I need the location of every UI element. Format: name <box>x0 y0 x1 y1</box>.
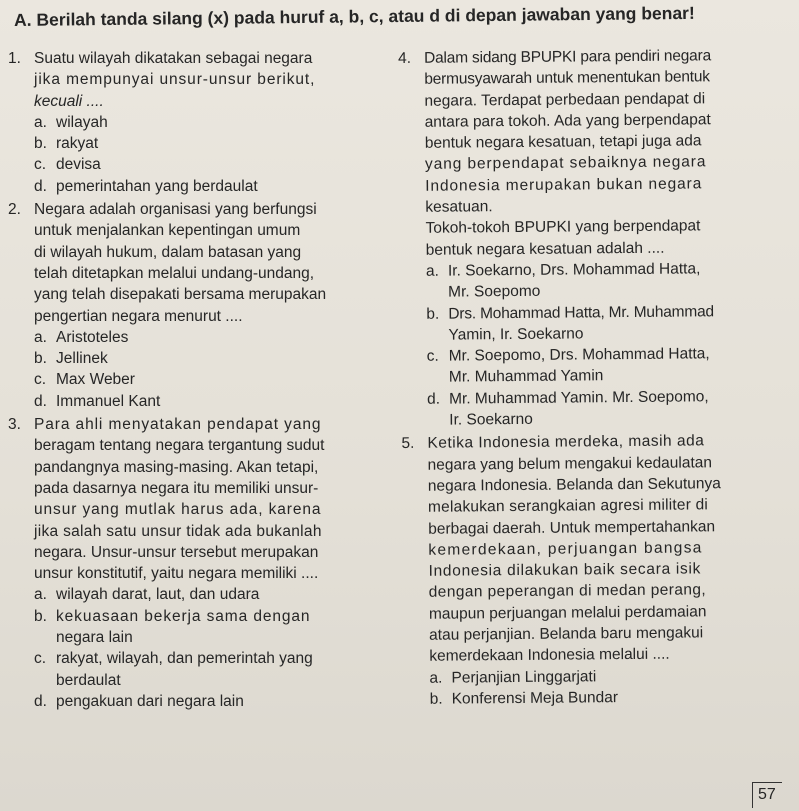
option-text: wilayah <box>56 113 108 131</box>
question-text-line: kecuali .... <box>34 92 104 110</box>
question-text-line: Indonesia dilakukan baik secara isik <box>428 560 702 580</box>
option-b[interactable] <box>34 606 383 649</box>
option-text: negara lain <box>56 629 133 647</box>
option-letter: b. <box>426 305 440 323</box>
option-letter: d. <box>34 392 47 410</box>
option-c[interactable] <box>34 369 383 390</box>
question-text-line: kemerdekaan, perjuangan bangsa <box>428 539 703 559</box>
question-text-line: melakukan serangkaian agresi militer di <box>427 496 709 516</box>
question-text-line: unsur konstitutif, yaitu negara memiliki .... <box>34 565 319 583</box>
question-text-line: jika salah satu unsur tidak ada bukanlah <box>34 522 322 540</box>
question-text-line: pada dasarnya negara itu memiliki unsur- <box>34 479 319 497</box>
question-text-line: Indonesia merupakan bukan negara <box>425 175 703 195</box>
option-letter: d. <box>34 177 47 195</box>
question-text-line: bentuk negara kesatuan, tetapi juga ada <box>424 132 702 152</box>
option-d[interactable] <box>427 385 796 431</box>
question-text-line: Negara adalah organisasi yang berfungsi <box>34 201 317 219</box>
question-text-line: bentuk negara kesatuan adalah .... <box>425 239 665 259</box>
question-text-line: beragam tentang negara tergantung sudut <box>34 437 325 455</box>
option-letter: b. <box>34 350 47 368</box>
option-a[interactable] <box>34 112 383 133</box>
option-text: berdaulat <box>56 671 121 689</box>
option-letter: d. <box>426 390 441 408</box>
option-letter: c. <box>34 650 47 668</box>
question-number: 3. <box>8 416 21 434</box>
option-text: Mr. Soepomo, Drs. Mohammad Hatta, <box>448 345 710 365</box>
option-letter: c. <box>34 371 47 389</box>
question-text-line: negara Indonesia. Belanda dan Sekutunya <box>427 475 721 495</box>
option-text: devisa <box>56 156 101 174</box>
option-text: wilayah darat, laut, dan udara <box>56 586 260 604</box>
question-3 <box>8 414 383 712</box>
question-5 <box>401 430 798 710</box>
question-text-line: yang berpendapat sebaiknya negara <box>424 153 707 174</box>
question-text-line: Dalam sidang BPUPKI para pendiri negara <box>424 47 712 67</box>
question-text-line: jika mempunyai unsur-unsur berikut, <box>34 71 316 89</box>
question-text-line: kemerdekaan Indonesia melalui .... <box>429 645 670 666</box>
option-text: Mr. Muhammad Yamin <box>448 367 604 387</box>
option-c[interactable] <box>34 648 383 691</box>
option-d[interactable] <box>34 691 383 712</box>
question-text-line: yang telah disepakati bersama merupakan <box>34 286 327 304</box>
option-b[interactable] <box>34 348 383 369</box>
option-text: Perjanjian Linggarjati <box>451 667 597 687</box>
option-text: kekuasaan bekerja sama dengan <box>56 607 311 625</box>
option-text: Drs. Mohammad Hatta, Mr. Muhammad <box>448 302 714 323</box>
option-a[interactable] <box>34 584 383 605</box>
question-text-line: untuk menjalankan kepentingan umum <box>34 222 301 240</box>
option-letter: c. <box>426 347 439 365</box>
question-text-line: pandangnya masing-masing. Akan tetapi, <box>34 458 319 476</box>
option-a[interactable] <box>34 327 383 348</box>
question-number: 2. <box>8 201 21 219</box>
option-b[interactable] <box>426 300 795 346</box>
option-text: Jellinek <box>56 350 108 368</box>
option-text: Immanuel Kant <box>56 392 161 410</box>
page-number: 57 <box>752 782 782 808</box>
question-1 <box>8 48 383 197</box>
question-text-line: Tokoh-tokoh BPUPKI yang berpendapat <box>425 217 701 238</box>
right-column <box>398 45 799 711</box>
question-text-line: dengan peperangan di medan perang, <box>428 581 707 602</box>
option-text: pengakuan dari negara lain <box>56 692 244 710</box>
question-text-line: maupun perjuangan melalui perdamaian <box>428 603 707 623</box>
option-text: Mr. Muhammad Yamin. Mr. Soepomo, <box>448 388 709 408</box>
question-4 <box>398 45 796 432</box>
option-text: Mr. Soepomo <box>448 283 541 301</box>
option-letter: a. <box>425 262 439 280</box>
question-text-line: Suatu wilayah dikatakan sebagai negara <box>34 50 313 67</box>
option-letter: a. <box>429 669 443 687</box>
option-letter: a. <box>34 586 47 604</box>
question-text-line: unsur yang mutlak harus ada, karena <box>34 501 322 519</box>
option-letter: b. <box>34 135 47 153</box>
option-text: Ir. Soekarno, Drs. Mohammad Hatta, <box>447 260 701 280</box>
question-2 <box>8 199 383 412</box>
option-letter: a. <box>34 113 47 131</box>
question-text-line: antara para tokoh. Ada yang berpendapat <box>424 111 711 131</box>
option-letter: b. <box>429 690 443 708</box>
question-text-line: negara yang belum mengakui kedaulatan <box>427 453 713 474</box>
option-text: pemerintahan yang berdaulat <box>56 177 258 195</box>
question-text-line: Ketika Indonesia merdeka, masih ada <box>427 432 705 453</box>
question-text-line: kesatuan. <box>425 198 493 216</box>
question-text-line: Para ahli menyatakan pendapat yang <box>34 416 322 434</box>
question-text-line: bermusyawarah untuk menentukan bentuk <box>424 68 710 89</box>
option-text: rakyat <box>56 135 99 153</box>
question-text-line: atau perjanjian. Belanda baru mengakui <box>429 624 704 644</box>
question-text-line: pengertian negara menurut .... <box>34 307 243 325</box>
section-instruction: A. Berilah tanda silang (x) pada huruf a, b, c, atau d di depan jawaban yang benar! <box>14 2 695 30</box>
question-text-line: telah ditetapkan melalui undang-undang, <box>34 264 315 282</box>
question-text-line: negara. Terdapat perbedaan pendapat di <box>424 89 706 110</box>
left-column <box>8 48 383 712</box>
option-b[interactable] <box>430 685 799 710</box>
option-letter: a. <box>34 328 47 346</box>
question-text-line: berbagai daerah. Untuk mempertahankan <box>428 517 716 538</box>
question-number: 5. <box>401 435 415 453</box>
option-text: Aristoteles <box>56 328 129 346</box>
option-text: Max Weber <box>56 371 135 389</box>
option-letter: d. <box>34 692 47 710</box>
option-text: Konferensi Meja Bundar <box>451 689 619 708</box>
option-c[interactable] <box>427 343 796 389</box>
option-d[interactable] <box>34 176 383 197</box>
option-letter: c. <box>34 156 47 174</box>
option-text: rakyat, wilayah, dan pemerintah yang <box>56 650 313 668</box>
option-letter: b. <box>34 607 47 625</box>
question-number: 4. <box>398 49 412 67</box>
question-number: 1. <box>8 50 21 67</box>
option-c[interactable] <box>34 154 383 175</box>
option-text: Ir. Soekarno <box>449 410 533 429</box>
option-b[interactable] <box>34 133 383 154</box>
option-a[interactable] <box>426 258 795 304</box>
option-d[interactable] <box>34 391 383 412</box>
question-text-line: negara. Unsur-unsur tersebut merupakan <box>34 543 319 561</box>
option-text: Yamin, Ir. Soekarno <box>448 325 584 344</box>
question-text-line: di wilayah hukum, dalam batasan yang <box>34 243 302 261</box>
